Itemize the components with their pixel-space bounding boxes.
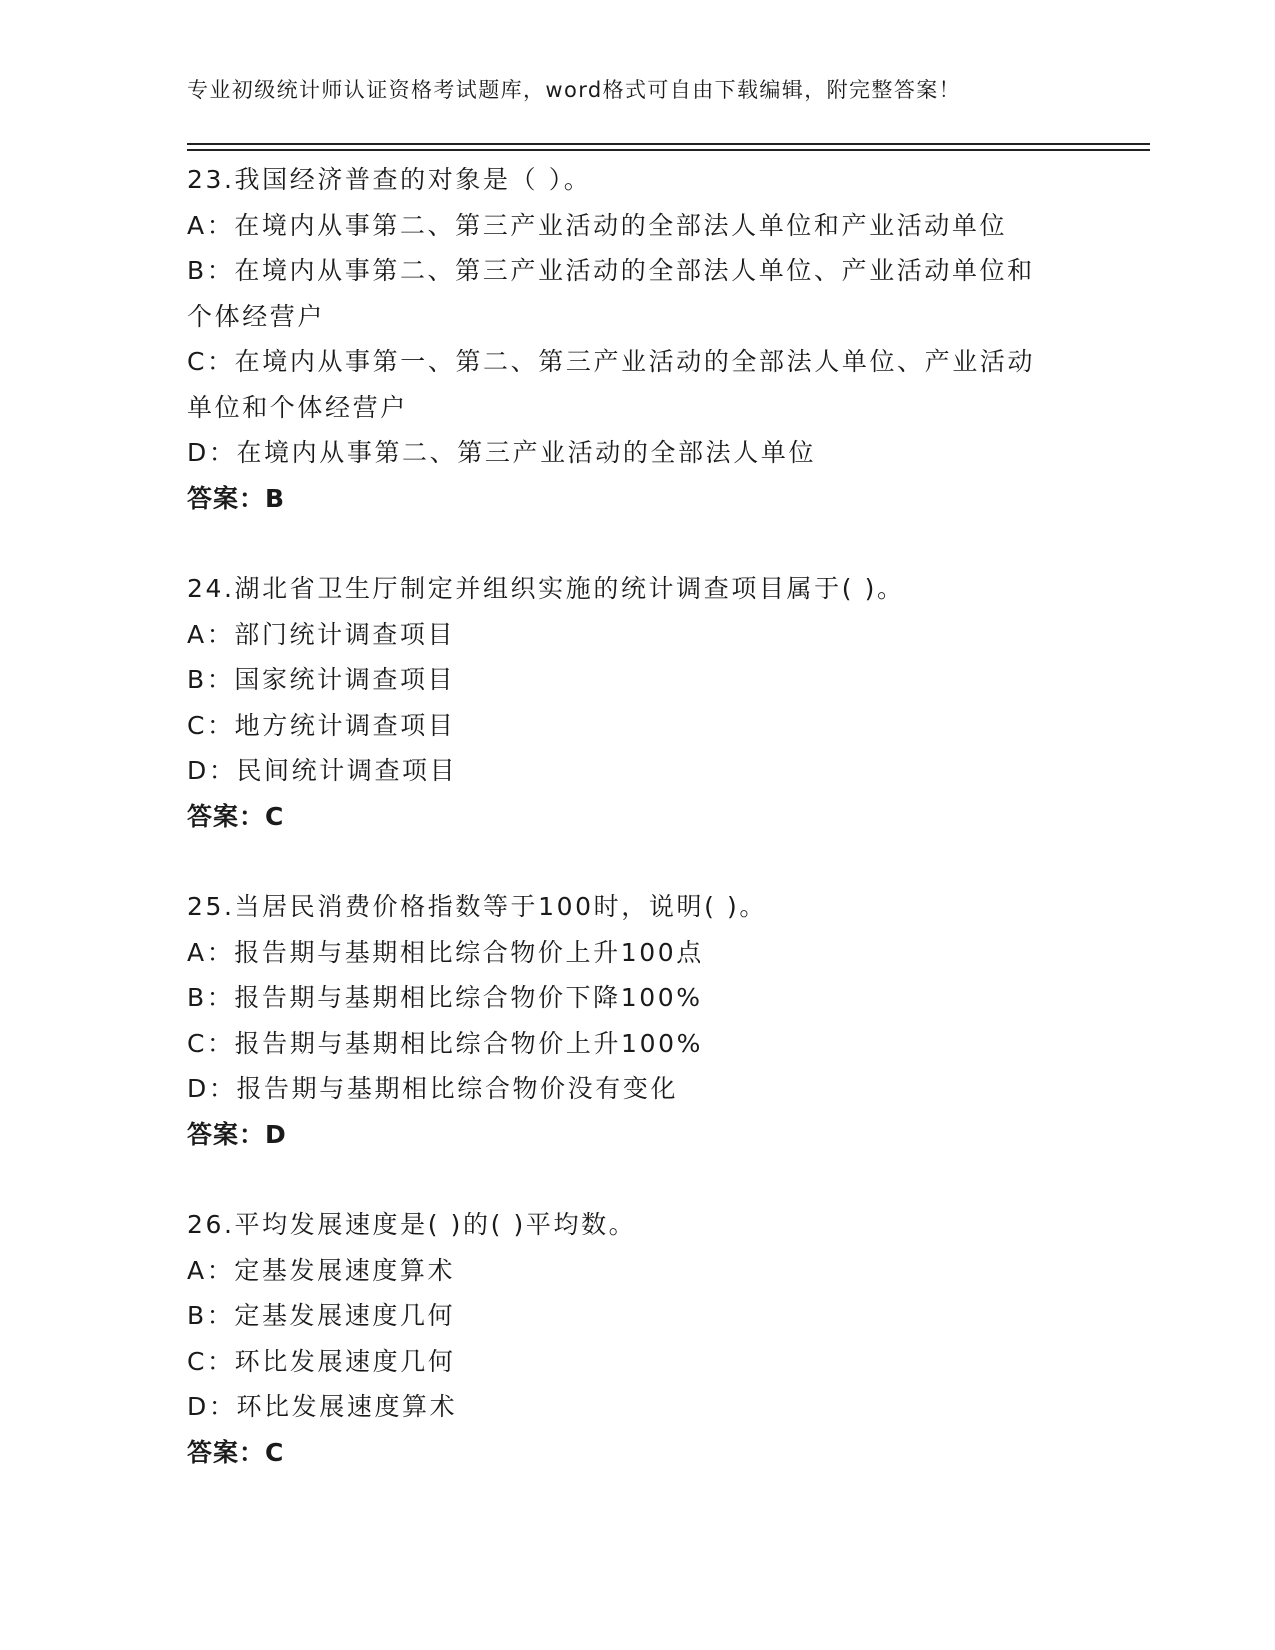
- option-c-continued: 单位和个体经营户: [187, 392, 408, 422]
- question-stem: 25.当居民消费价格指数等于100时，说明( )。: [187, 892, 767, 921]
- header-rule-bottom: [187, 149, 1150, 151]
- option-c: C：在境内从事第一、第二、第三产业活动的全部法人单位、产业活动: [187, 347, 1036, 376]
- answer-line: 答案：B: [187, 483, 286, 513]
- answer-line: 答案：C: [187, 801, 285, 831]
- answer-line: 答案：D: [187, 1119, 287, 1149]
- question-23: [187, 157, 1087, 521]
- option-d: D：民间统计调查项目: [187, 756, 458, 785]
- option-a: A：报告期与基期相比综合物价上升100点: [187, 937, 704, 967]
- question-26: [187, 1202, 1087, 1475]
- question-stem: 23.我国经济普查的对象是（ ）。: [187, 165, 592, 194]
- option-a: A：部门统计调查项目: [187, 619, 456, 649]
- option-c: C：地方统计调查项目: [187, 710, 456, 740]
- option-b: B：国家统计调查项目: [187, 665, 456, 694]
- option-b: B：在境内从事第二、第三产业活动的全部法人单位、产业活动单位和: [187, 256, 1035, 285]
- option-c: C：环比发展速度几何: [187, 1346, 456, 1376]
- option-d: D：报告期与基期相比综合物价没有变化: [187, 1074, 679, 1103]
- header-rule-top: [187, 143, 1150, 145]
- page-header: 专业初级统计师认证资格考试题库，word格式可自由下载编辑，附完整答案！: [187, 78, 962, 102]
- answer-line: 答案：C: [187, 1437, 285, 1467]
- question-25: [187, 884, 1087, 1157]
- option-c: C：报告期与基期相比综合物价上升100%: [187, 1028, 703, 1058]
- option-d: D：在境内从事第二、第三产业活动的全部法人单位: [187, 438, 817, 467]
- question-stem: 24.湖北省卫生厅制定并组织实施的统计调查项目属于( )。: [187, 574, 905, 603]
- option-a: A：在境内从事第二、第三产业活动的全部法人单位和产业活动单位: [187, 210, 1008, 240]
- option-a: A：定基发展速度算术: [187, 1255, 456, 1285]
- question-24: [187, 566, 1087, 839]
- option-d: D：环比发展速度算术: [187, 1392, 458, 1421]
- option-b: B：定基发展速度几何: [187, 1301, 456, 1330]
- question-list: [187, 157, 1087, 1475]
- option-b-continued: 个体经营户: [187, 301, 326, 331]
- option-b: B：报告期与基期相比综合物价下降100%: [187, 983, 703, 1012]
- question-stem: 26.平均发展速度是( )的( )平均数。: [187, 1210, 637, 1239]
